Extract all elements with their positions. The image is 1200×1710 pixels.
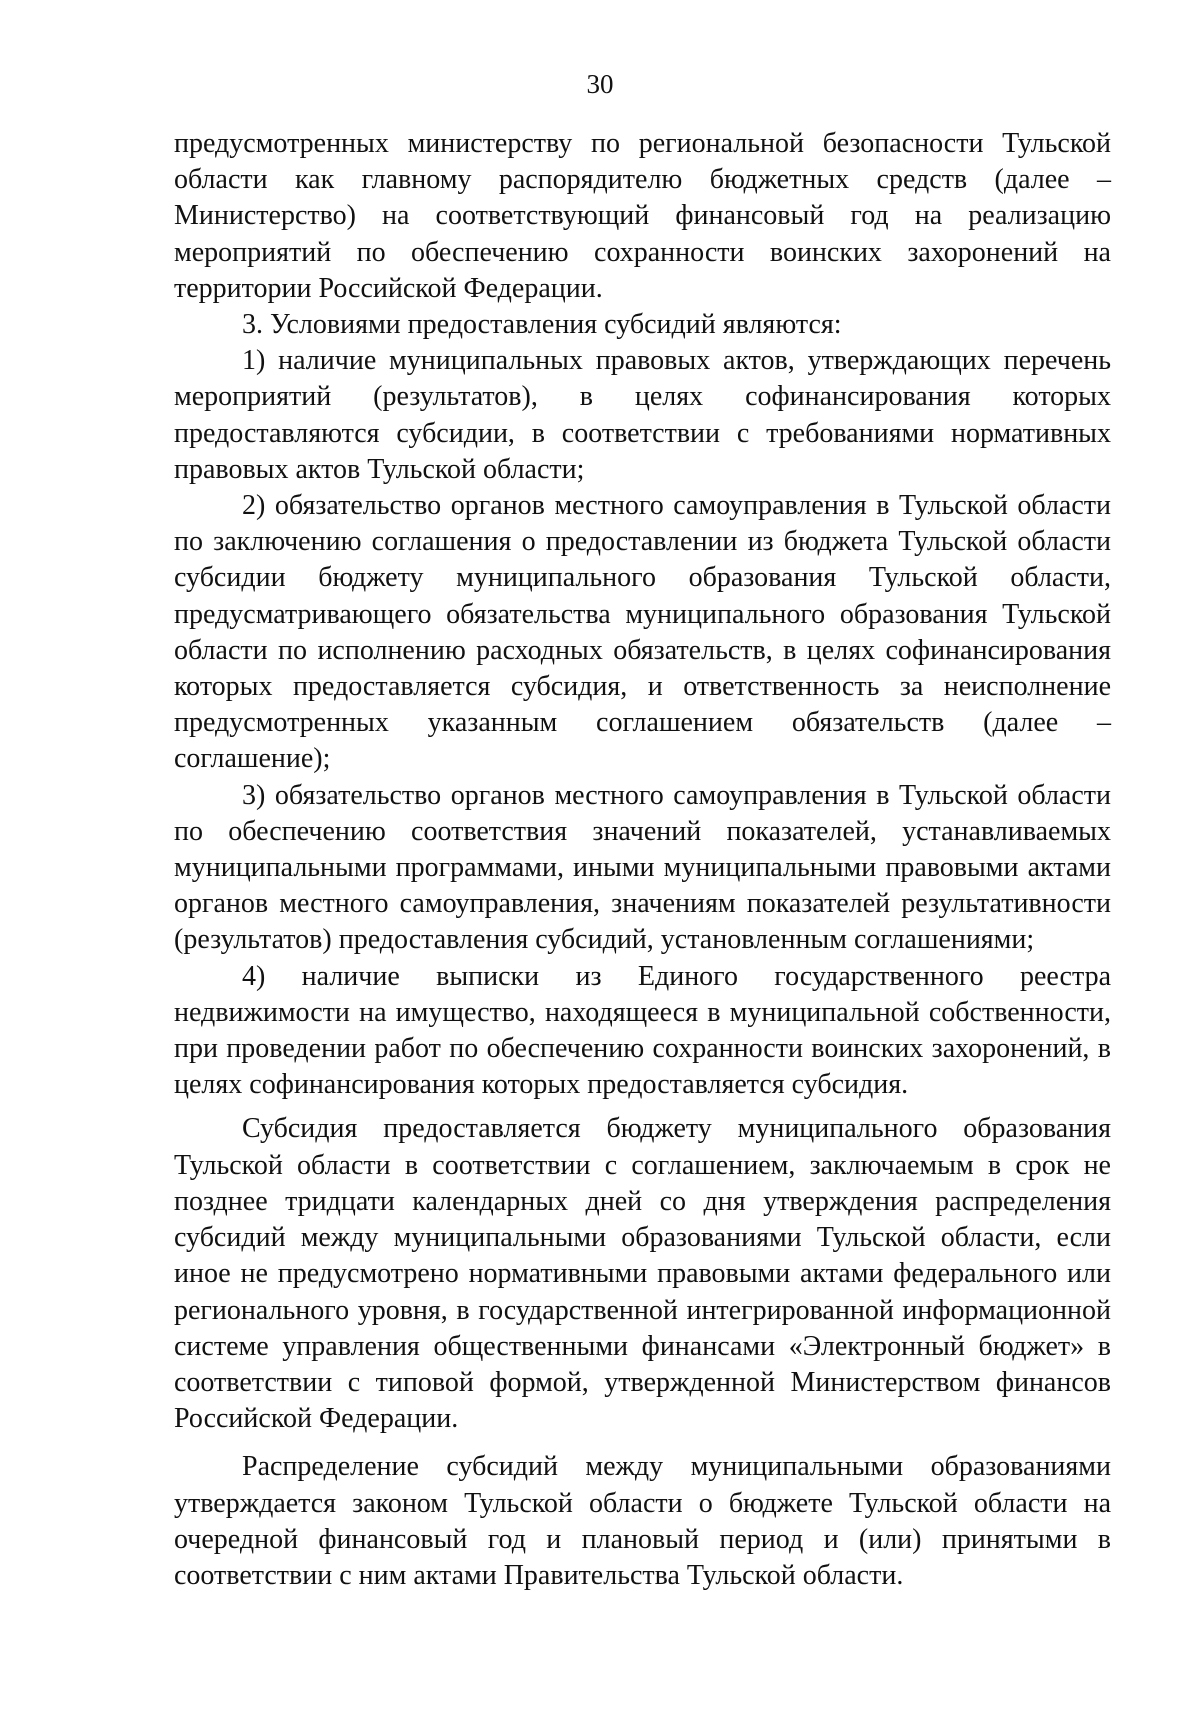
paragraph-condition-2: 2) обязательство органов местного самоуправления в Тульской области по заключению соглашения о предоставлении из бюджета Тульской области субсидии бюджету муниципального образования Тульской области, предусматривающего обязательства муниципального образования Тульской области по исполнению расходных обязательств, в целях софинансирования которых предоставляется субсидия, и ответственность за неисполнение предусмотренных указанным соглашением обязательств (далее – соглашение); xyxy=(174,490,1111,775)
paragraph-condition-4: 4) наличие выписки из Единого государственного реестра недвижимости на имущество, находящееся в муниципальной собственности, при проведении работ по обеспечению сохранности воинских захоронений, в целях софинансирования которых предоставляется субсидия. xyxy=(174,960,1111,1101)
page-number: 30 xyxy=(586,69,614,99)
paragraph-continuation: предусмотренных министерству по региональной безопасности Тульской области как главному распорядителю бюджетных средств (далее – Министерство) на соответствующий финансовый год на реализацию мероприятий по обеспечению сохранности воинских захоронений на территории Российской Федерации. xyxy=(174,128,1111,304)
paragraph-condition-1: 1) наличие муниципальных правовых актов, утверждающих перечень мероприятий (результатов), в целях софинансирования которых предоставляются субсидии, в соответствии с требованиями нормативных правовых актов Тульской области; xyxy=(174,345,1111,485)
paragraph-section-3: 3. Условиями предоставления субсидий являются: xyxy=(242,309,842,341)
paragraph-subsidy-agreement: Субсидия предоставляется бюджету муниципального образования Тульской области в соответствии с соглашением, заключаемым в срок не позднее тридцати календарных дней со дня утверждения распределения субсидий между муниципальными образованиями Тульской области, если иное не предусмотрено нормативными правовыми актами федерального или регионального уровня, в государственной интегрированной информационной системе управления общественными финансами «Электронный бюджет» в соответствии с типовой формой, утвержденной Министерством финансов Российской Федерации. xyxy=(174,1113,1111,1435)
document-body xyxy=(174,126,1111,1594)
paragraph-condition-3: 3) обязательство органов местного самоуправления в Тульской области по обеспечению соответствия значений показателей, устанавливаемых муниципальными программами, иными муниципальными правовыми актами органов местного самоуправления, значениям показателей результативности (результатов) предоставления субсидий, установленным соглашениями; xyxy=(174,779,1111,956)
paragraph-subsidy-distribution: Распределение субсидий между муниципальными образованиями утверждается законом Тульской области о бюджете Тульской области на очередной финансовый год и плановый период и (или) принятыми в соответствии с ним актами Правительства Тульской области. xyxy=(174,1451,1111,1591)
